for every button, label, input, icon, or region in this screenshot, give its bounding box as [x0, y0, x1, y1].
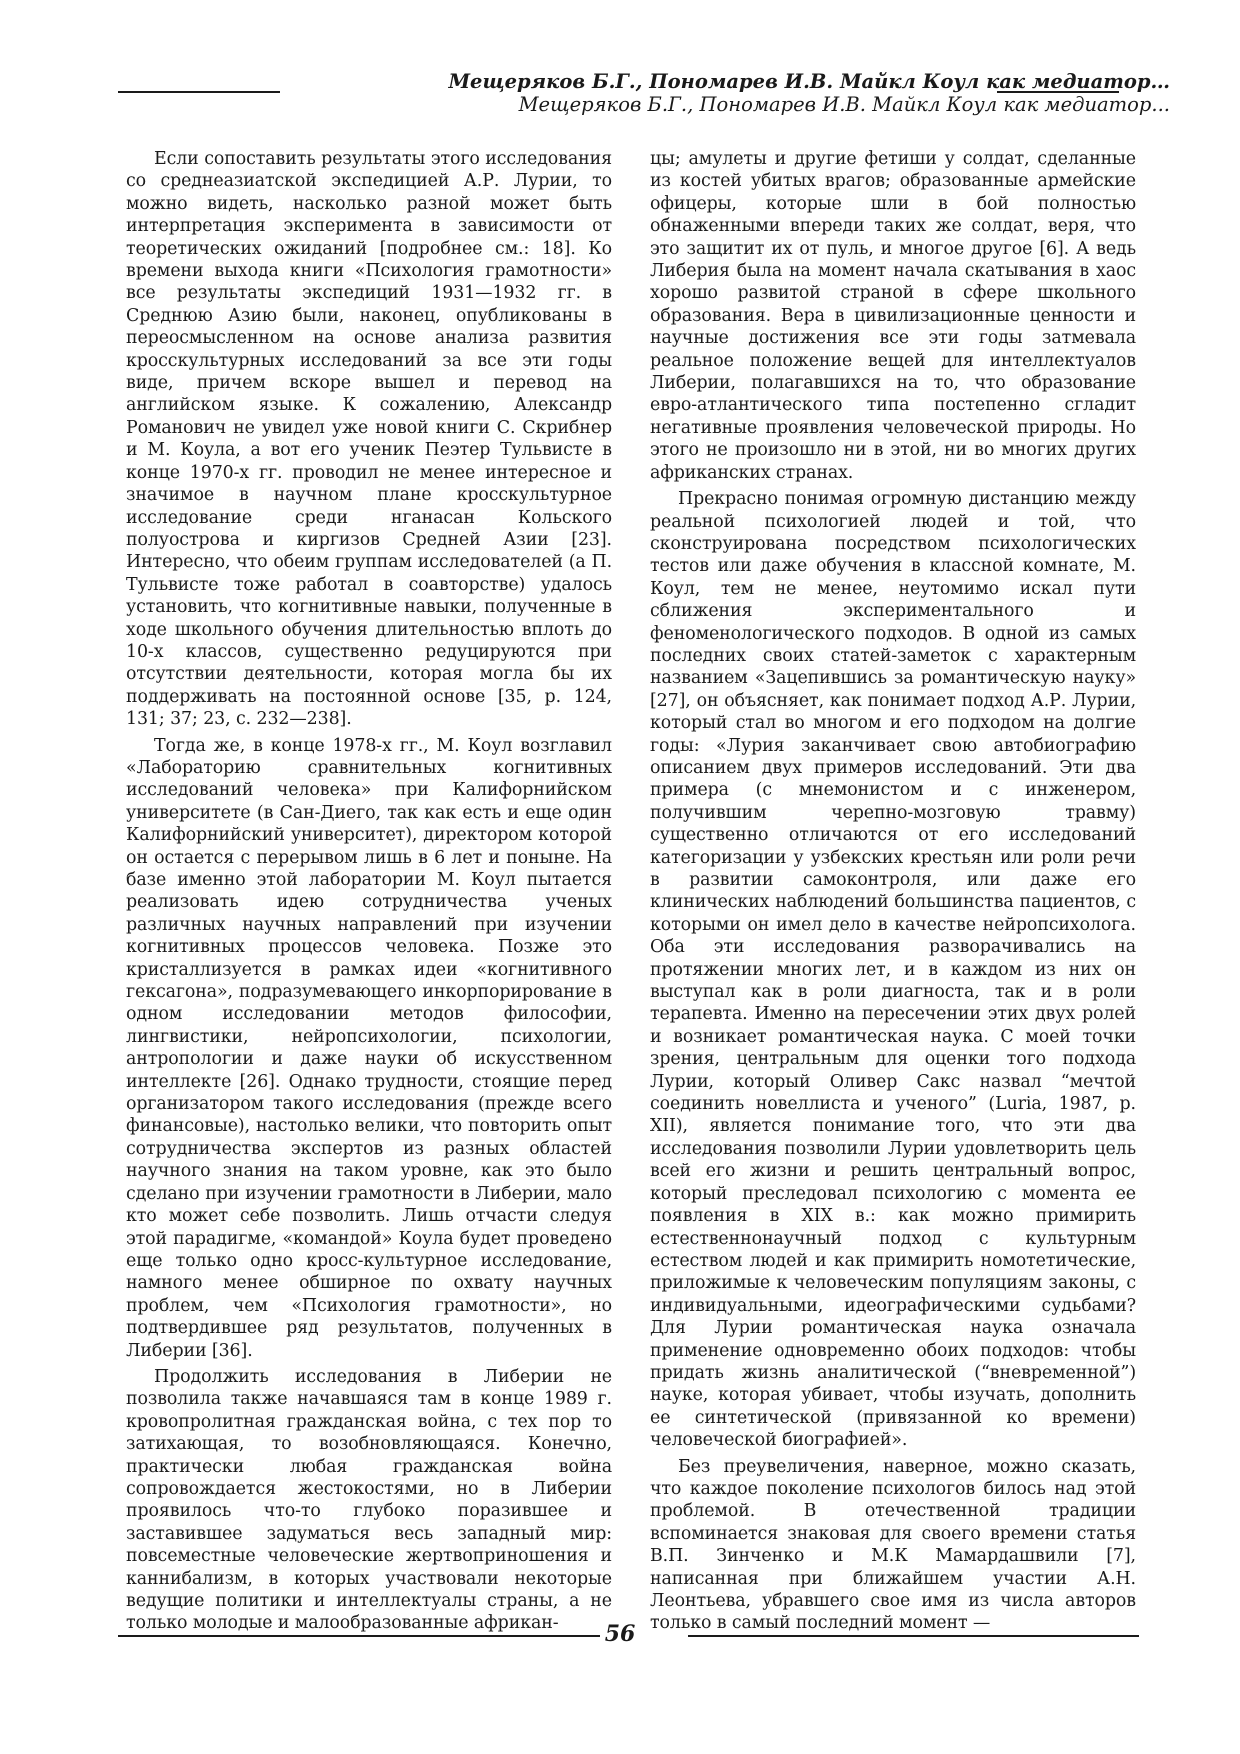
paragraph: Прекрасно понимая огромную дистанцию между реальной психологией людей и той, что сконструирована посредством психологических тестов или даже обучения в классной комнате, М. Коул, тем не менее, неутомимо искал пути сближения экспериментального и феноменологического подходов. В одной из самых последних своих статей-заметок с характерным названием «Зацепившись за романтическую науку» [27], он объясняет, как понимает подход А.Р. Лурии, который стал во многом и его подходом на долгие годы: «Лурия заканчивает свою автобиографию описанием двух примеров исследований. Эти два примера (с мнемонистом и с инженером, получившим черепно-мозговую травму) существенно отличаются от его исследований категоризации у узбекских крестьян или роли речи в развитии самоконтроля, или даже его клинических наблюдений большинства пациентов, с которыми он имел дело в качестве нейропсихолога. Оба эти исследования разворачивались на протяжении многих лет, и в каждом из них он выступал как в роли диагноста, так и в роли терапевта. Именно на пересечении этих двух ролей и возникает романтическая наука. С моей точки зрения, центральным для оценки того подхода Лурии, который Оливер Сакс назвал “мечтой соединить новеллиста и ученого” (Luria, 1987, p. XII), является понимание того, что эти два исследования позволили Лурии удовлетворить цель всей его жизни и решить центральный вопрос, который преследовал психологию с момента ее появления в XIX в.: как можно примирить естественнонаучный подход с культурным естеством людей и как примирить номотетические, приложимые к человеческим популяциям законы, с индивидуальными, идеографическими судьбами? Для Лурии романтическая наука означала применение одновременно обоих подходов: чтобы придать жизнь аналитической (“вневременной”) науке, которая убивает, чтобы изучать, дополнить ее синтетической (привязанной ко времени) человеческой биографией».	[650, 489, 1136, 1451]
left-column	[126, 148, 612, 1635]
paragraph: Тогда же, в конце 1978-х гг., М. Коул возглавил «Лабораторию сравнительных когнитивных исследований человека» при Калифорнийском университете (в Сан-Диего, так как есть и еще один Калифорнийский университет), директором которой он остается с перерывом лишь в 6 лет и поныне. На базе именно этой лаборатории М. Коул пытается реализовать идею сотрудничества ученых различных научных направлений при изучении когнитивных процессов человека. Позже это кристаллизуется в рамках идеи «когнитивного гексагона», подразумевающего инкорпорирование в одном исследовании методов философии, лингвистики, нейропсихологии, психологии, антропологии и даже науки об искусственном интеллекте [26]. Однако трудности, стоящие перед организатором такого исследования (прежде всего финансовые), настолько велики, что повторить опыт сотрудничества экспертов из разных областей научного знания на таком уровне, как это было сделано при изучении грамотности в Либерии, мало кто может себе позволить. Лишь отчасти следуя этой парадигме, «командой» Коула будет проведено еще только одно кросс-культурное исследование, намного менее обширное по охвату научных проблем, чем «Психология грамотности», но подтвердившее ряд результатов, полученных в Либерии [36].	[126, 735, 612, 1361]
page-number: 56	[604, 1621, 636, 1647]
paragraph: цы; амулеты и другие фетиши у солдат, сделанные из костей убитых врагов; образованные армейские офицеры, которые шли в бой полностью обнаженными впереди таких же солдат, веря, что это защитит их от пуль, и многое другое [6]. А ведь Либерия была на момент начала скатывания в хаос хорошо развитой страной в сфере школьного образования. Вера в цивилизационные ценности и научные достижения все эти годы затмевала реальное положение вещей для интеллектуалов Либерии, полагавшихся на то, что образование евро-атлантического типа постепенно сгладит негативные проявления человеческой природы. Но этого не произошло ни в этой, ни во многих других африканских странах.	[650, 149, 1136, 483]
paragraph: Если сопоставить результаты этого исследования со среднеазиатской экспедицией А.Р. Лурии, то можно видеть, насколько разной может быть интерпретация эксперимента в зависимости от теоретических ожиданий [подробнее см.: 18]. Ко времени выхода книги «Психология грамотности» все результаты экспедиций 1931—1932 гг. в Среднюю Азию были, наконец, опубликованы в переосмысленном на основе анализа развития кросскультурных исследований за все эти годы виде, причем вскоре вышел и перевод на английском языке. К сожалению, Александр Романович не увидел уже новой книги С. Скрибнер и М. Коула, а вот его ученик Пеэтер Тульвисте в конце 1970-х гг. проводил не менее интересное и значимое в научном плане кросскультурное исследование среди нганасан Кольского полуострова и киргизов Средней Азии [23]. Интересно, что обеим группам исследователей (а П. Тульвисте тоже работал в соавторстве) удалось установить, что когнитивные навыки, полученные в ходе школьного обучения длительностью вплоть до 10-х классов, существенно редуцируются при отсутствии деятельности, которая могла бы их поддерживать на постоянной основе [35, p. 124, 131; 37; 23, с. 232—238].	[126, 149, 612, 730]
running-title-bold: Мещеряков Б.Г., Пономарев И.В. Майкл Коул как медиатор…	[448, 70, 1170, 93]
right-column	[650, 148, 1136, 1635]
running-title: Мещеряков Б.Г., Пономарев И.В. Майкл Коул как медиатор...	[518, 93, 1170, 116]
paragraph: Без преувеличения, наверное, можно сказать, что каждое поколение психологов билось над этой проблемой. В отечественной традиции вспоминается знаковая для своего времени статья В.П. Зинченко и М.К Мамардашвили [7], написанная при ближайшем участии А.Н. Леонтьева, убравшего свое имя из числа авторов только в самый последний момент —	[650, 1456, 1136, 1634]
paragraph: Продолжить исследования в Либерии не позволила также начавшаяся там в конце 1989 г. кровопролитная гражданская война, с тех пор то затихающая, то возобновляющаяся. Конечно, практически любая гражданская война сопровождается жестокостями, но в Либерии проявилось что-то глубоко поразившее и заставившее задуматься весь западный мир: повсеместные человеческие жертвоприношения и каннибализм, в которых участвовали некоторые ведущие политики и интеллектуалы страны, а не только молодые и малообразованные африкан-	[126, 1366, 612, 1634]
header-rule-left	[118, 91, 280, 93]
